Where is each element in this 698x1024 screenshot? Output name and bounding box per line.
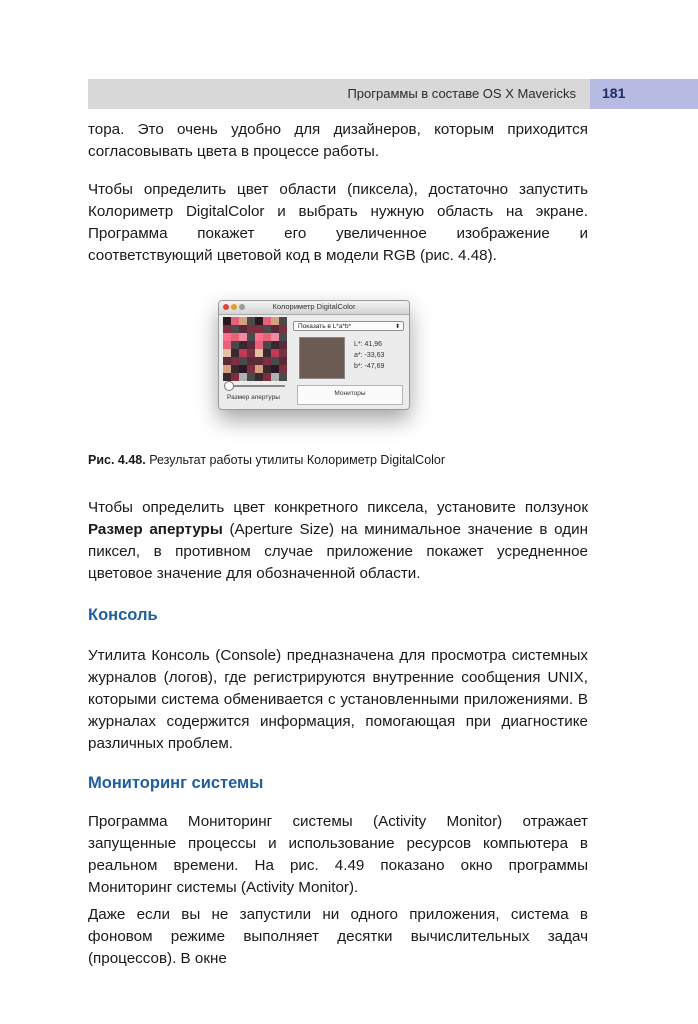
caption-label: Рис. 4.48. bbox=[88, 453, 146, 467]
color-model-popup bbox=[293, 321, 404, 331]
paragraph-6: Даже если вы не запустили ни одного приложения, система в фоновом режиме выполняет десятки вычислительных задач (процессов). В окне bbox=[88, 906, 588, 967]
magnifier-pixel bbox=[279, 349, 287, 357]
magnifier-pixel bbox=[247, 357, 255, 365]
magnifier-pixel bbox=[279, 317, 287, 325]
magnifier-pixel bbox=[247, 317, 255, 325]
magnifier-pixel bbox=[279, 357, 287, 365]
magnifier-pixel bbox=[271, 373, 279, 381]
magnifier-pixel bbox=[231, 349, 239, 357]
magnifier-pixel bbox=[279, 373, 287, 381]
magnifier-pixel bbox=[223, 333, 231, 341]
magnified-pixels-image bbox=[223, 317, 287, 381]
magnifier-pixel bbox=[255, 357, 263, 365]
magnifier-pixel bbox=[247, 349, 255, 357]
page-number: 181 bbox=[602, 85, 626, 101]
magnifier-pixel bbox=[223, 317, 231, 325]
magnifier-pixel bbox=[239, 349, 247, 357]
paragraph-1: тора. Это очень удобно для дизайнеров, которым приходится согласовывать цвета в процессе работы. bbox=[88, 121, 588, 160]
magnifier-pixel bbox=[247, 325, 255, 333]
magnifier-pixel bbox=[247, 373, 255, 381]
magnifier-pixel bbox=[263, 373, 271, 381]
magnifier-pixel bbox=[263, 349, 271, 357]
caption-text: Результат работы утилиты Колориметр DigitalColor bbox=[145, 453, 446, 467]
magnifier-pixel bbox=[223, 357, 231, 365]
magnifier-pixel bbox=[279, 325, 287, 333]
magnifier-pixel bbox=[255, 373, 263, 381]
magnifier-pixel bbox=[255, 317, 263, 325]
p3-before: Чтобы определить цвет конкретного пиксела, установите ползунок bbox=[88, 499, 588, 516]
magnifier-pixel bbox=[239, 341, 247, 349]
magnifier-pixel bbox=[239, 373, 247, 381]
running-header bbox=[88, 79, 590, 109]
magnifier-pixel bbox=[263, 325, 271, 333]
magnifier-pixel bbox=[271, 365, 279, 373]
magnifier-pixel bbox=[271, 333, 279, 341]
magnifier-pixel bbox=[239, 325, 247, 333]
aperture-slider-thumb bbox=[224, 381, 234, 391]
magnifier-pixel bbox=[271, 357, 279, 365]
magnifier-pixel bbox=[263, 357, 271, 365]
magnifier-pixel bbox=[255, 349, 263, 357]
magnifier-pixel bbox=[263, 341, 271, 349]
magnifier-pixel bbox=[279, 365, 287, 373]
magnifier-pixel bbox=[279, 341, 287, 349]
magnifier-pixel bbox=[271, 341, 279, 349]
magnifier-pixel bbox=[231, 365, 239, 373]
monitor-button: Мониторы bbox=[297, 385, 403, 405]
popup-value: Показать в L*a*b* bbox=[298, 323, 352, 330]
p3-bold-term: Размер апертуры bbox=[88, 521, 223, 538]
aperture-slider-label: Размер апертуры bbox=[227, 394, 280, 401]
digitalcolor-window-screenshot bbox=[218, 300, 410, 410]
magnifier-pixel bbox=[279, 333, 287, 341]
magnifier-pixel bbox=[271, 317, 279, 325]
paragraph-2: Чтобы определить цвет области (пиксела), достаточно запустить Колориметр DigitalColor и выбрать нужную область на экране. Программа покажет его увеличенное изображение и соответствующий цветовой код в модели RGB (рис. 4.48). bbox=[88, 181, 588, 264]
color-swatch bbox=[299, 337, 345, 379]
magnifier-pixel bbox=[271, 325, 279, 333]
magnifier-pixel bbox=[255, 365, 263, 373]
b-value: b*: -47,69 bbox=[354, 363, 385, 370]
magnifier-pixel bbox=[239, 317, 247, 325]
paragraph-5: Программа Мониторинг системы (Activity Monitor) отражает запущенные процессы и использование ресурсов компьютера в реальном времени. На рис. 4.49 показано окно программы Мониторинг системы (Activity Monitor). bbox=[88, 813, 588, 896]
magnifier-pixel bbox=[231, 317, 239, 325]
magnifier-pixel bbox=[239, 365, 247, 373]
magnifier-pixel bbox=[247, 333, 255, 341]
a-value: a*: -33,63 bbox=[354, 352, 385, 359]
window-titlebar bbox=[219, 301, 409, 315]
magnifier-pixel bbox=[231, 341, 239, 349]
window-title: Колориметр DigitalColor bbox=[272, 302, 356, 311]
magnifier-pixel bbox=[255, 333, 263, 341]
magnifier-pixel bbox=[247, 365, 255, 373]
magnifier-pixel bbox=[231, 333, 239, 341]
magnifier-pixel bbox=[223, 325, 231, 333]
magnifier-pixel bbox=[263, 317, 271, 325]
magnifier-pixel bbox=[231, 373, 239, 381]
magnifier-pixel bbox=[255, 325, 263, 333]
paragraph-4: Утилита Консоль (Console) предназначена для просмотра системных журналов (логов), где регистрируются внутренние сообщения UNIX, которыми система обменивается с установленными приложениями. В журналах содержится информация, помогающая при диагностике различных проблем. bbox=[88, 647, 588, 752]
section-heading-console: Консоль bbox=[88, 606, 158, 624]
magnifier-pixel bbox=[263, 333, 271, 341]
popup-arrows-icon: ⬍ bbox=[394, 324, 400, 330]
p3-after: (Aperture Size) на минимальное значение в один пиксел, в противном случае приложение покажет усредненное цветовое значение для обозначенной области. bbox=[88, 521, 588, 582]
magnifier-pixel bbox=[263, 365, 271, 373]
header-title: Программы в составе OS X Mavericks bbox=[347, 86, 576, 101]
magnifier-pixel bbox=[223, 341, 231, 349]
paragraph-3 bbox=[88, 497, 588, 585]
magnifier-pixel bbox=[223, 365, 231, 373]
magnifier-pixel bbox=[231, 325, 239, 333]
magnifier-pixel bbox=[255, 341, 263, 349]
magnifier-pixel bbox=[231, 357, 239, 365]
aperture-slider-track bbox=[225, 385, 285, 387]
magnifier-pixel bbox=[239, 333, 247, 341]
magnifier-pixel bbox=[239, 357, 247, 365]
l-value: L*: 41,96 bbox=[354, 341, 383, 348]
page-number-box bbox=[590, 79, 698, 109]
section-heading-monitor: Мониторинг системы bbox=[88, 774, 264, 792]
magnifier-pixel bbox=[247, 341, 255, 349]
magnifier-pixel bbox=[271, 349, 279, 357]
figure-caption bbox=[88, 453, 445, 467]
magnifier-pixel bbox=[223, 349, 231, 357]
magnifier-pixel bbox=[223, 373, 231, 381]
